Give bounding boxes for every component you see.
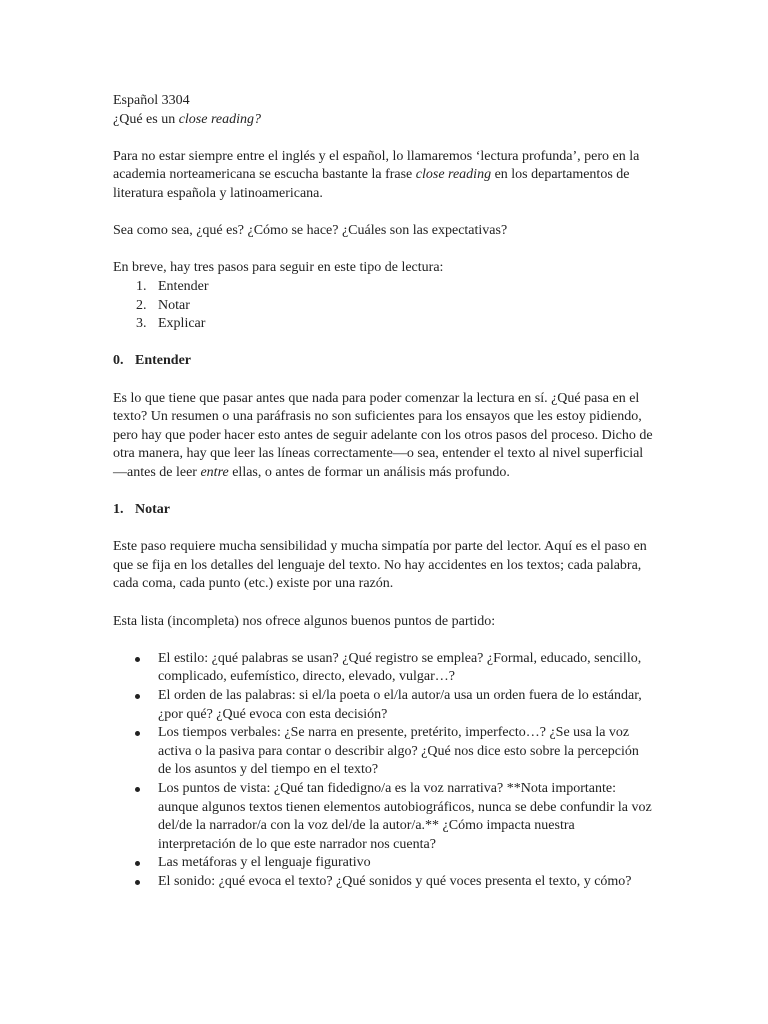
bullet-icon — [113, 780, 158, 799]
section-number: 1. — [113, 502, 124, 518]
steps-list — [113, 278, 653, 334]
body-text-a: Es lo que tiene que pasar antes que nada para poder comenzar la lectura en sí. ¿Qué pasa en el texto? Un resumen o una paráfrasis no son suficientes para los ensayos que les estoy pidiendo, pero hay que poder hacer esto antes de seguir adelante con los otros pasos del proceso. Dicho de otra manera, hay que leer las líneas correctamente—o sea, entender el texto al nivel superficial—antes de leer — [113, 390, 653, 480]
list-item — [113, 650, 653, 687]
list-item — [113, 315, 653, 334]
bullet-text: El estilo: ¿qué palabras se usan? ¿Qué registro se emplea? ¿Formal, educado, sencillo, complicado, eufemístico, directo, elevado, vulgar…? — [158, 650, 642, 685]
section-title: Entender — [135, 353, 191, 369]
intro-paragraph-3: En breve, hay tres pasos para seguir en este tipo de lectura: — [113, 260, 444, 276]
subtitle-text: ¿Qué es un — [113, 111, 179, 127]
list-item — [113, 724, 653, 780]
document-subtitle — [113, 111, 653, 130]
bullet-text: Los tiempos verbales: ¿Se narra en presente, pretérito, imperfecto…? ¿Se usa la voz activa o la pasiva para contar o describir algo? ¿Qué nos dice esto sobre la percepción de los asuntos y del tiempo en el texto? — [158, 725, 639, 778]
list-item — [113, 873, 653, 892]
bullet-icon — [113, 854, 158, 873]
step-label: Explicar — [158, 316, 206, 332]
bullet-text: Las metáforas y el lenguaje figurativo — [158, 855, 371, 871]
list-item — [113, 780, 653, 854]
document-page — [113, 92, 653, 892]
list-item — [113, 687, 653, 724]
bullet-text: Los puntos de vista: ¿Qué tan fidedigno/a es la voz narrativa? **Nota importante: aunque algunos textos tienen elementos autobiográficos, nunca se debe confundir la voz del/de la narrador/a con la voz del/de la autor/a.** ¿Cómo impacta nuestra interpretación de lo que este narrador nos cuenta? — [158, 780, 652, 852]
section-title: Notar — [135, 502, 170, 518]
body-text-b: ellas, o antes de formar un análisis más profundo. — [228, 464, 510, 480]
bullet-icon — [113, 724, 158, 743]
step-marker: 1. — [136, 278, 147, 294]
section-heading-notar — [113, 501, 653, 520]
intro-paragraph-2: Sea como sea, ¿qué es? ¿Cómo se hace? ¿Cuáles son las expectativas? — [113, 223, 508, 239]
intro-text-b: en los departamentos de literatura española y latinoamericana. — [113, 167, 630, 201]
intro-paragraph-1 — [113, 148, 653, 204]
step-marker: 2. — [136, 297, 147, 313]
subtitle-italic: close reading? — [178, 111, 262, 127]
list-item — [113, 278, 653, 297]
intro-text-a: Para no estar siempre entre el inglés y el español, lo llamaremos ‘lectura profunda’, pero en la academia norteamericana se escucha bastante la frase — [113, 148, 640, 183]
section-entender-body — [113, 390, 653, 483]
bullet-text: El sonido: ¿qué evoca el texto? ¿Qué sonidos y qué voces presenta el texto, y cómo? — [158, 873, 632, 889]
section-notar-body: Este paso requiere mucha sensibilidad y mucha simpatía por parte del lector. Aquí es el paso en que se fija en los detalles del lenguaje del texto. No hay accidentes en los textos; cada palabra, cada coma, cada punto (etc.) existe por una razón. — [113, 539, 647, 592]
bullet-text: El orden de las palabras: si el/la poeta o el/la autor/a usa un orden fuera de lo estándar, ¿por qué? ¿Qué evoca con esta decisión? — [158, 688, 642, 722]
intro-italic: close reading — [415, 167, 492, 183]
list-item — [113, 854, 653, 873]
section-heading-entender — [113, 352, 653, 371]
course-title: Español 3304 — [113, 93, 190, 108]
body-italic: entre — [200, 464, 229, 480]
step-label: Entender — [158, 278, 209, 294]
bullet-icon — [113, 687, 158, 706]
list-item — [113, 297, 653, 316]
bullet-icon — [113, 650, 158, 669]
section-number: 0. — [113, 353, 124, 369]
notar-bullet-list — [113, 650, 653, 892]
section-notar-list-intro: Esta lista (incompleta) nos ofrece algunos buenos puntos de partido: — [113, 613, 496, 629]
step-marker: 3. — [136, 316, 147, 332]
bullet-icon — [113, 873, 158, 892]
step-label: Notar — [158, 297, 190, 313]
